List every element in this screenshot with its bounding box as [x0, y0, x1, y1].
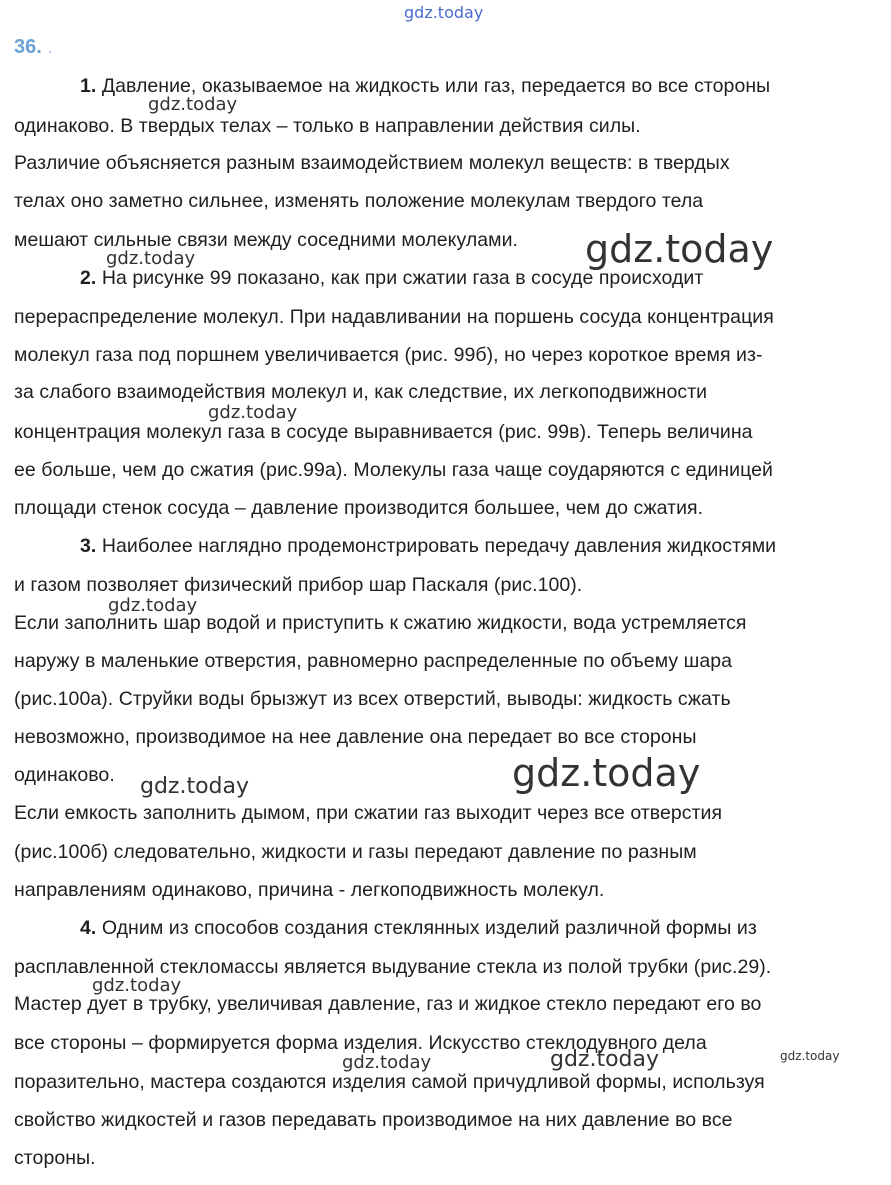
watermark: gdz.today — [550, 1047, 660, 1072]
paragraph-4-line: расплавленной стекломассы является выдувание стекла из полой трубки (рис.29). — [14, 956, 772, 978]
paragraph-3-line: и газом позволяет физический прибор шар Паскаля (рис.100). — [14, 574, 583, 596]
line-text: На рисунке 99 показано, как при сжатии газа в сосуде происходит — [96, 267, 704, 289]
line-text: Давление, оказываемое на жидкость или газ, передается во все стороны — [96, 75, 771, 97]
paragraph-4-line: свойство жидкостей и газов передавать производимое на них давление во все — [14, 1109, 733, 1131]
paragraph-4-line: все стороны – формируется форма изделия. Искусство стеклодувного дела — [14, 1032, 707, 1054]
paragraph-1-line: телах оно заметно сильнее, изменять положение молекулам твердого тела — [14, 190, 704, 212]
paragraph-number: 1. — [80, 75, 97, 97]
watermark: gdz.today — [342, 1052, 432, 1073]
watermark: gdz.today — [140, 774, 250, 799]
watermark: gdz.today — [148, 94, 238, 115]
paragraph-number: 3. — [80, 535, 97, 557]
paragraph-2-line: молекул газа под поршнем увеличивается (рис. 99б), но через короткое время из- — [14, 344, 763, 366]
watermark: gdz.today — [208, 402, 298, 423]
paragraph-1-line: мешают сильные связи между соседними молекулами. — [14, 229, 519, 251]
watermark: gdz.today — [512, 751, 701, 795]
paragraph-number: 2. — [80, 267, 97, 289]
paragraph-2-line: за слабого взаимодействия молекул и, как следствие, их легкоподвижности — [14, 381, 708, 403]
line-text: Одним из способов создания стеклянных изделий различной формы из — [96, 917, 757, 939]
paragraph-1-line — [80, 74, 770, 98]
exercise-number — [14, 36, 53, 59]
paragraph-4-line: поразительно, мастера создаются изделия самой причудливой формы, используя — [14, 1071, 765, 1093]
paragraph-3-line: направлениям одинаково, причина - легкоподвижность молекул. — [14, 879, 605, 901]
watermark: gdz.today — [106, 248, 196, 269]
paragraph-3-line: невозможно, производимое на нее давление она передает во все стороны — [14, 726, 697, 748]
watermark-top: gdz.today — [404, 3, 484, 22]
paragraph-3-line: одинаково. — [14, 764, 115, 786]
paragraph-1-line: Различие объясняется разным взаимодействием молекул веществ: в твердых — [14, 152, 730, 174]
exercise-number-suffix: . — [41, 36, 53, 58]
paragraph-2-line: ее больше, чем до сжатия (рис.99а). Молекулы газа чаще соударяются с единицей — [14, 459, 773, 481]
paragraph-number: 4. — [80, 917, 97, 939]
exercise-number-text: 36. — [14, 36, 42, 58]
paragraph-2-line: площади стенок сосуда – давление производится большее, чем до сжатия. — [14, 497, 704, 519]
watermark: gdz.today — [108, 595, 198, 616]
paragraph-2-line — [80, 266, 703, 290]
paragraph-2-line: концентрация молекул газа в сосуде выравнивается (рис. 99в). Теперь величина — [14, 421, 753, 443]
paragraph-3-line: Если емкость заполнить дымом, при сжатии газ выходит через все отверстия — [14, 802, 723, 824]
watermark: gdz.today — [92, 975, 182, 996]
paragraph-2-line: перераспределение молекул. При надавливании на поршень сосуда концентрация — [14, 306, 774, 328]
paragraph-3-line: (рис.100б) следовательно, жидкости и газы передают давление по разным — [14, 841, 697, 863]
paragraph-3-line: (рис.100а). Струйки воды брызжут из всех отверстий, выводы: жидкость сжать — [14, 688, 731, 710]
watermark: gdz.today — [780, 1049, 840, 1063]
paragraph-3-line: Если заполнить шар водой и приступить к сжатию жидкости, вода устремляется — [14, 612, 747, 634]
paragraph-4-line: стороны. — [14, 1147, 96, 1169]
paragraph-4-line — [80, 916, 757, 940]
line-text: Наиболее наглядно продемонстрировать передачу давления жидкостями — [96, 535, 777, 557]
paragraph-3-line: наружу в маленькие отверстия, равномерно распределенные по объему шара — [14, 650, 733, 672]
paragraph-1-line: одинаково. В твердых телах – только в направлении действия силы. — [14, 115, 641, 137]
paragraph-3-line — [80, 534, 776, 558]
paragraph-4-line: Мастер дует в трубку, увеличивая давление, газ и жидкое стекло передают его во — [14, 993, 762, 1015]
watermark: gdz.today — [585, 227, 774, 271]
